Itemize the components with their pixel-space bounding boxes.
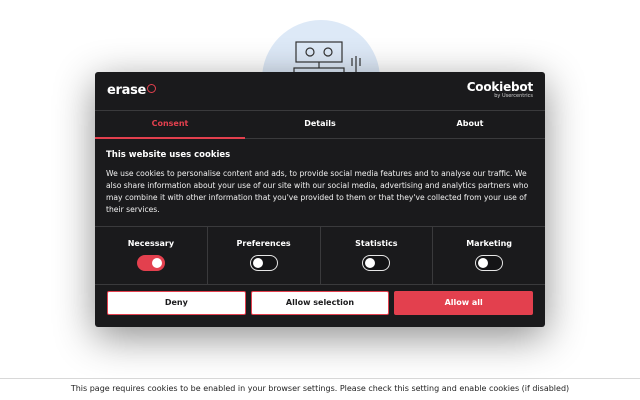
necessary-toggle[interactable] <box>137 255 165 271</box>
category-necessary <box>95 227 208 284</box>
tab-details[interactable]: Details <box>304 119 336 128</box>
category-label: Marketing <box>466 239 513 248</box>
consent-heading: This website uses cookies <box>106 150 231 160</box>
erase-logo <box>107 83 156 98</box>
logo-text: erase <box>107 83 147 98</box>
consent-content <box>106 150 534 216</box>
cookiebot-logo[interactable] <box>467 81 533 100</box>
dialog-header <box>95 72 545 111</box>
category-statistics <box>321 227 434 284</box>
cookiebot-name: Cookiebot <box>466 80 533 94</box>
cookiebot-sub: by Usercentrics <box>494 93 533 99</box>
category-preferences <box>208 227 321 284</box>
magnifier-icon <box>147 84 156 93</box>
preferences-toggle[interactable] <box>250 255 278 271</box>
toggle-knob <box>253 258 263 268</box>
dialog-buttons <box>107 291 533 315</box>
cookie-consent-dialog <box>95 72 545 327</box>
category-marketing <box>433 227 545 284</box>
deny-button[interactable]: Deny <box>107 291 246 315</box>
category-label: Statistics <box>355 239 398 248</box>
allow-all-button[interactable]: Allow all <box>394 291 533 315</box>
category-toggles <box>95 226 545 285</box>
cookie-notice: This page requires cookies to be enabled in your browser settings. Please check this setting and enable cookies (if disabled) <box>70 384 570 393</box>
allow-selection-button[interactable]: Allow selection <box>251 291 390 315</box>
dialog-tabs <box>95 110 545 139</box>
toggle-knob <box>365 258 375 268</box>
toggle-knob <box>478 258 488 268</box>
category-label: Necessary <box>127 239 175 248</box>
statistics-toggle[interactable] <box>362 255 390 271</box>
tab-consent[interactable]: Consent <box>95 110 245 138</box>
tab-about[interactable]: About <box>456 119 484 128</box>
consent-body: We use cookies to personalise content and ads, to provide social media features and to analyse our traffic. We also share information about your use of our site with our social media, advertising and analytics partners who may combine it with other information that you've provided to them or that they've collected from your use of their services. <box>106 169 529 214</box>
divider <box>0 378 640 379</box>
toggle-knob <box>152 258 162 268</box>
marketing-toggle[interactable] <box>475 255 503 271</box>
category-label: Preferences <box>236 239 291 248</box>
